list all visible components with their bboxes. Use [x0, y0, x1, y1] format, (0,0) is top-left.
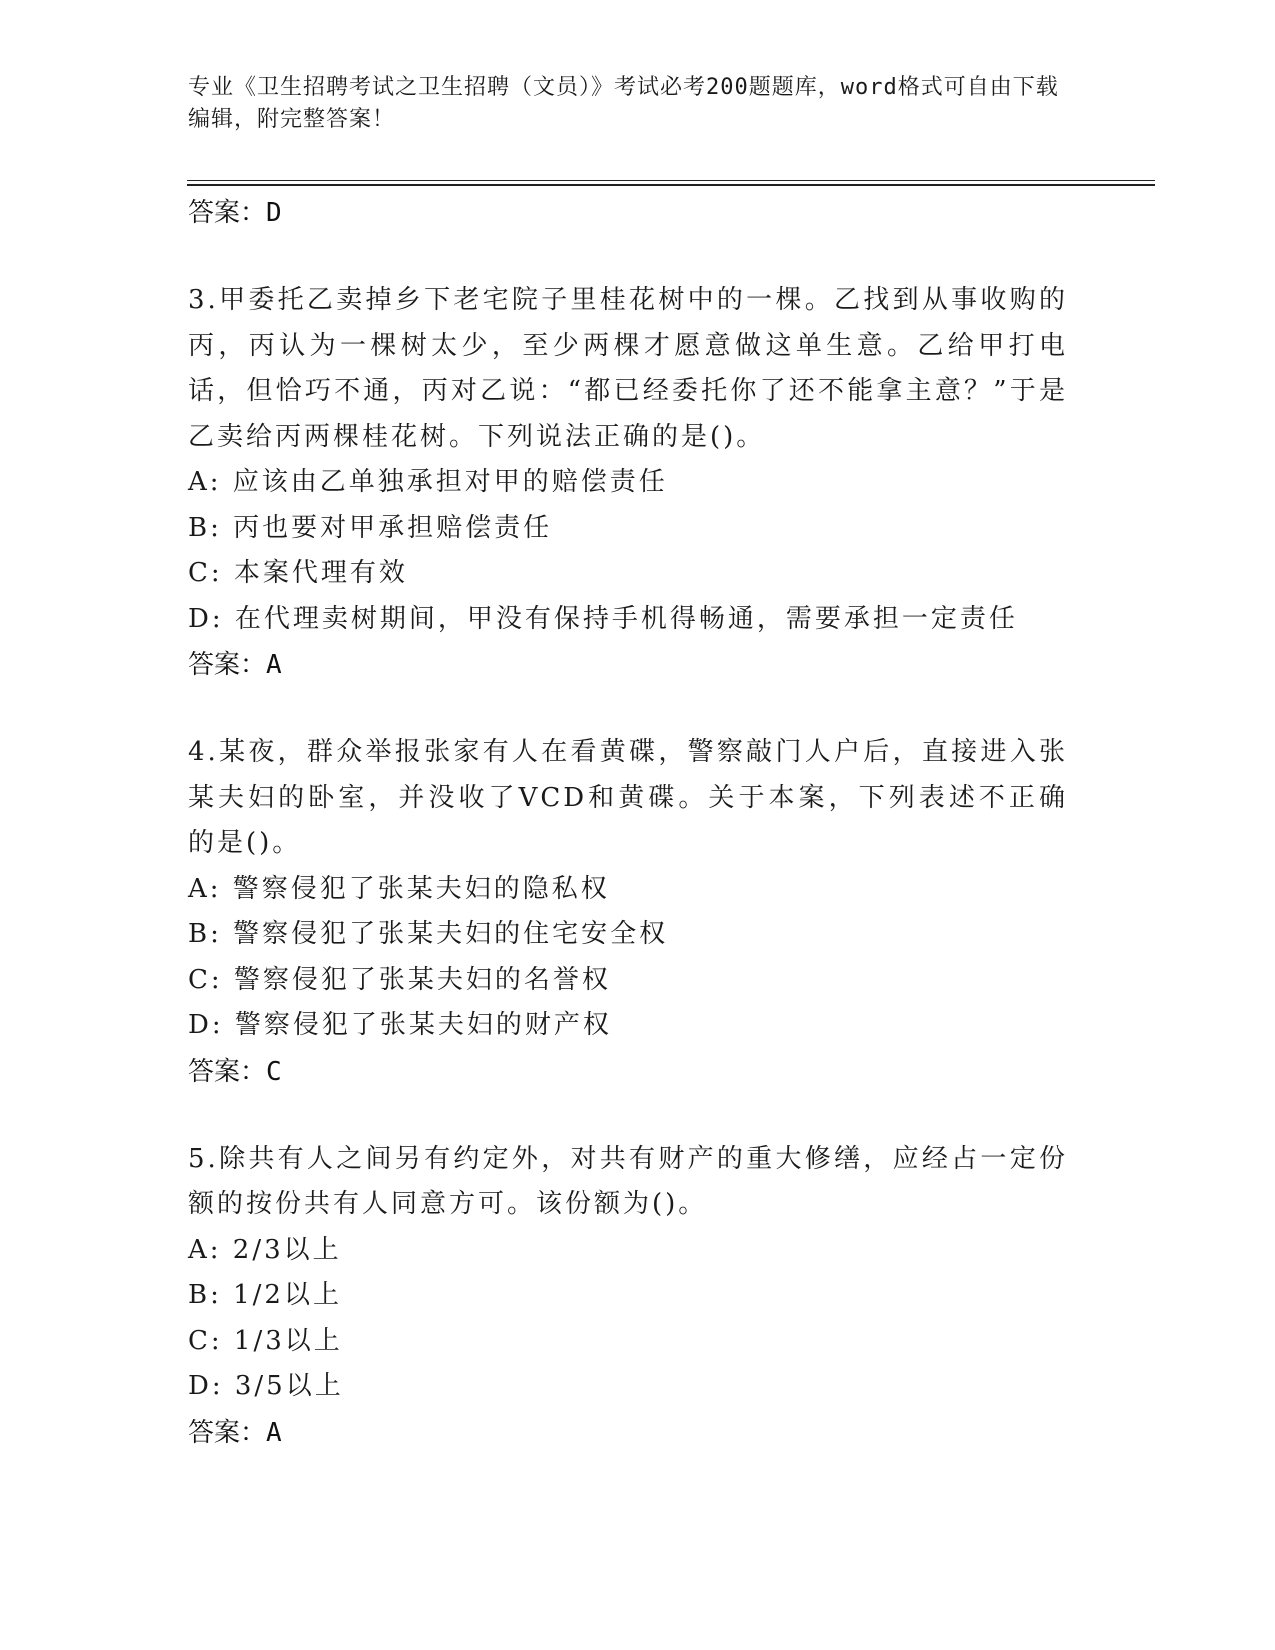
answer-line: 答案：A [188, 1417, 282, 1448]
document-header: 专业《卫生招聘考试之卫生招聘（文员）》考试必考200题题库，word格式可自由下载编辑，附完整答案！ [188, 75, 1059, 132]
option-d: D: 在代理卖树期间，甲没有保持手机得畅通，需要承担一定责任 [188, 603, 1018, 634]
option-c: C: 警察侵犯了张某夫妇的名誉权 [188, 964, 611, 995]
question-block [188, 1137, 1068, 1456]
option-b: B: 1/2以上 [188, 1280, 342, 1310]
answer-line: 答案：D [188, 198, 282, 228]
header-rule-thin [187, 180, 1155, 181]
option-d: D: 警察侵犯了张某夫妇的财产权 [188, 1010, 612, 1040]
option-c: C: 1/3以上 [188, 1325, 343, 1356]
option-a: A: 2/3以上 [188, 1234, 342, 1265]
question-stem: 3.甲委托乙卖掉乡下老宅院子里桂花树中的一棵。乙找到从事收购的丙，丙认为一棵树太少，至少两棵才愿意做这单生意。乙给甲打电话，但恰巧不通，丙对乙说：“都已经委托你了还不能拿主意？”于是乙卖给丙两棵桂花树。下列说法正确的是()。 [188, 285, 1068, 452]
answer-line: 答案：C [188, 1056, 282, 1087]
answer-line: 答案：A [188, 650, 282, 680]
option-a: A: 应该由乙单独承担对甲的赔偿责任 [188, 467, 668, 497]
header-rule-thick [187, 184, 1155, 186]
question-stem: 4.某夜，群众举报张家有人在看黄碟，警察敲门人户后，直接进入张某夫妇的卧室，并没收了VCD和黄碟。关于本案，下列表述不正确的是()。 [188, 737, 1068, 858]
document-body [188, 190, 1068, 1456]
option-d: D: 3/5以上 [188, 1371, 344, 1401]
question-block [188, 278, 1068, 688]
question-block [188, 730, 1068, 1095]
question-stem: 5.除共有人之间另有约定外，对共有财产的重大修缮，应经占一定份额的按份共有人同意方可。该份额为()。 [188, 1143, 1068, 1219]
option-b: B: 警察侵犯了张某夫妇的住宅安全权 [188, 919, 669, 949]
option-b: B: 丙也要对甲承担赔偿责任 [188, 512, 553, 543]
option-c: C: 本案代理有效 [188, 558, 408, 588]
option-a: A: 警察侵犯了张某夫妇的隐私权 [188, 873, 610, 904]
